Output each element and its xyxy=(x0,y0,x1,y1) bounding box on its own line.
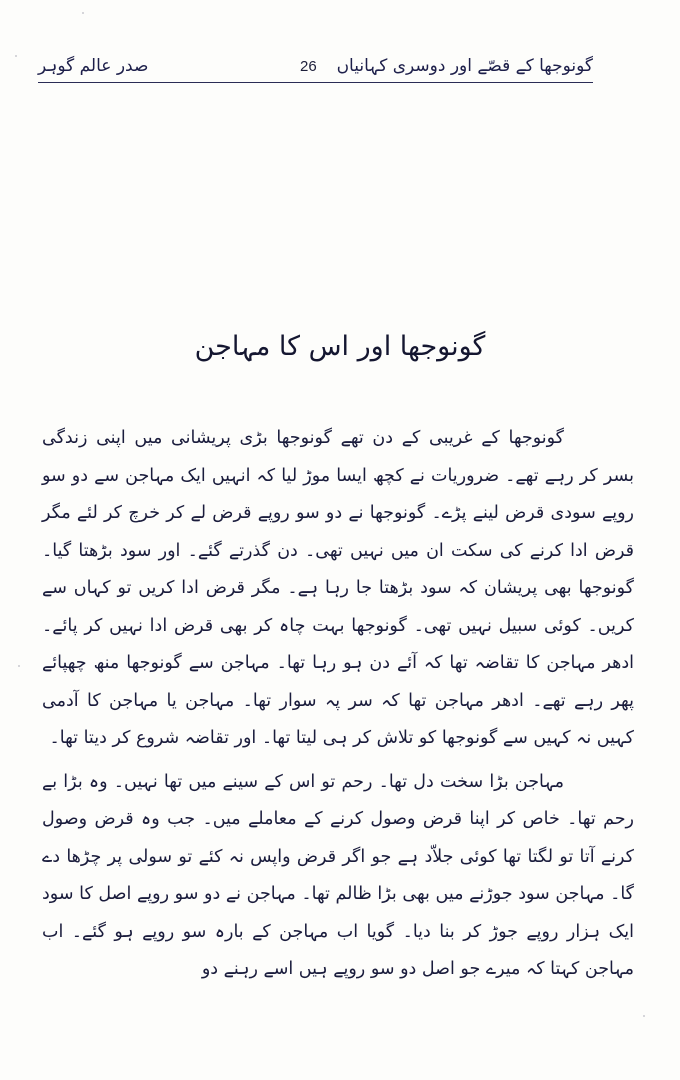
running-header xyxy=(38,58,593,83)
header-book-title: گونوجھا کے قصّے اور دوسری کہانیاں xyxy=(336,56,593,76)
chapter-title: گونوجھا اور اس کا مہاجن xyxy=(194,331,486,362)
paragraph: گونوجھا کے غریبی کے دن تھے گونوجھا بڑی پریشانی میں اپنی زندگی بسر کر رہے تھے۔ ضروریات نے کچھ ایسا موڑ لیا کہ انہیں ایک مہاجن سے دو سو روپے سودی قرض لینے پڑے۔ گونوجھا نے دو سو روپے قرض لے کر خرچ کر لئے مگر قرض ادا کرنے کی سکت ان میں نہیں تھی۔ دن گذرتے گئے۔ اور سود بڑھتا گیا۔ گونوجھا بھی پریشان کہ سود بڑھتا جا رہا ہے۔ مگر قرض ادا کریں تو کہاں سے کریں۔ کوئی سبیل نہیں تھی۔ گونوجھا بہت چاہ کر بھی قرض ادا نہیں کر پائے۔ ادھر مہاجن کا تقاضہ تھا کہ آئے دن ہو رہا تھا۔ مہاجن سے گونوجھا منھ چھپائے پھر رہے تھے۔ ادھر مہاجن تھا کہ سر پہ سوار تھا۔ مہاجن یا مہاجن کا آدمی کہیں نہ کہیں سے گونوجھا کو تلاش کر ہی لیتا تھا۔ اور تقاضہ شروع کر دیتا تھا۔ xyxy=(42,428,634,748)
paper-speck xyxy=(18,665,20,667)
paper-speck xyxy=(643,1015,645,1017)
page-number: 26 xyxy=(300,58,317,75)
body-text xyxy=(42,420,634,989)
paper-speck xyxy=(15,55,17,57)
header-author: صدر عالم گوہر xyxy=(38,56,149,76)
paragraph: مہاجن بڑا سخت دل تھا۔ رحم تو اس کے سینے میں تھا نہیں۔ وہ بڑا بے رحم تھا۔ خاص کر اپنا قرض وصول کرنے کے معاملے میں۔ جب وہ قرض وصول کرنے آتا تو لگتا تھا کوئی جلاّد ہے جو اگر قرض واپس نہ کئے تو سولی پر چڑھا دے گا۔ مہاجن سود جوڑنے میں بھی بڑا ظالم تھا۔ مہاجن نے دو سو روپے اصل کا سود ایک ہزار روپے جوڑ کر بنا دیا۔ گویا اب مہاجن کے بارہ سو روپے ہو گئے۔ اب مہاجن کہتا کہ میرے جو اصل دو سو روپے ہیں اسے رہنے دو xyxy=(42,771,634,979)
paper-speck xyxy=(82,12,84,14)
